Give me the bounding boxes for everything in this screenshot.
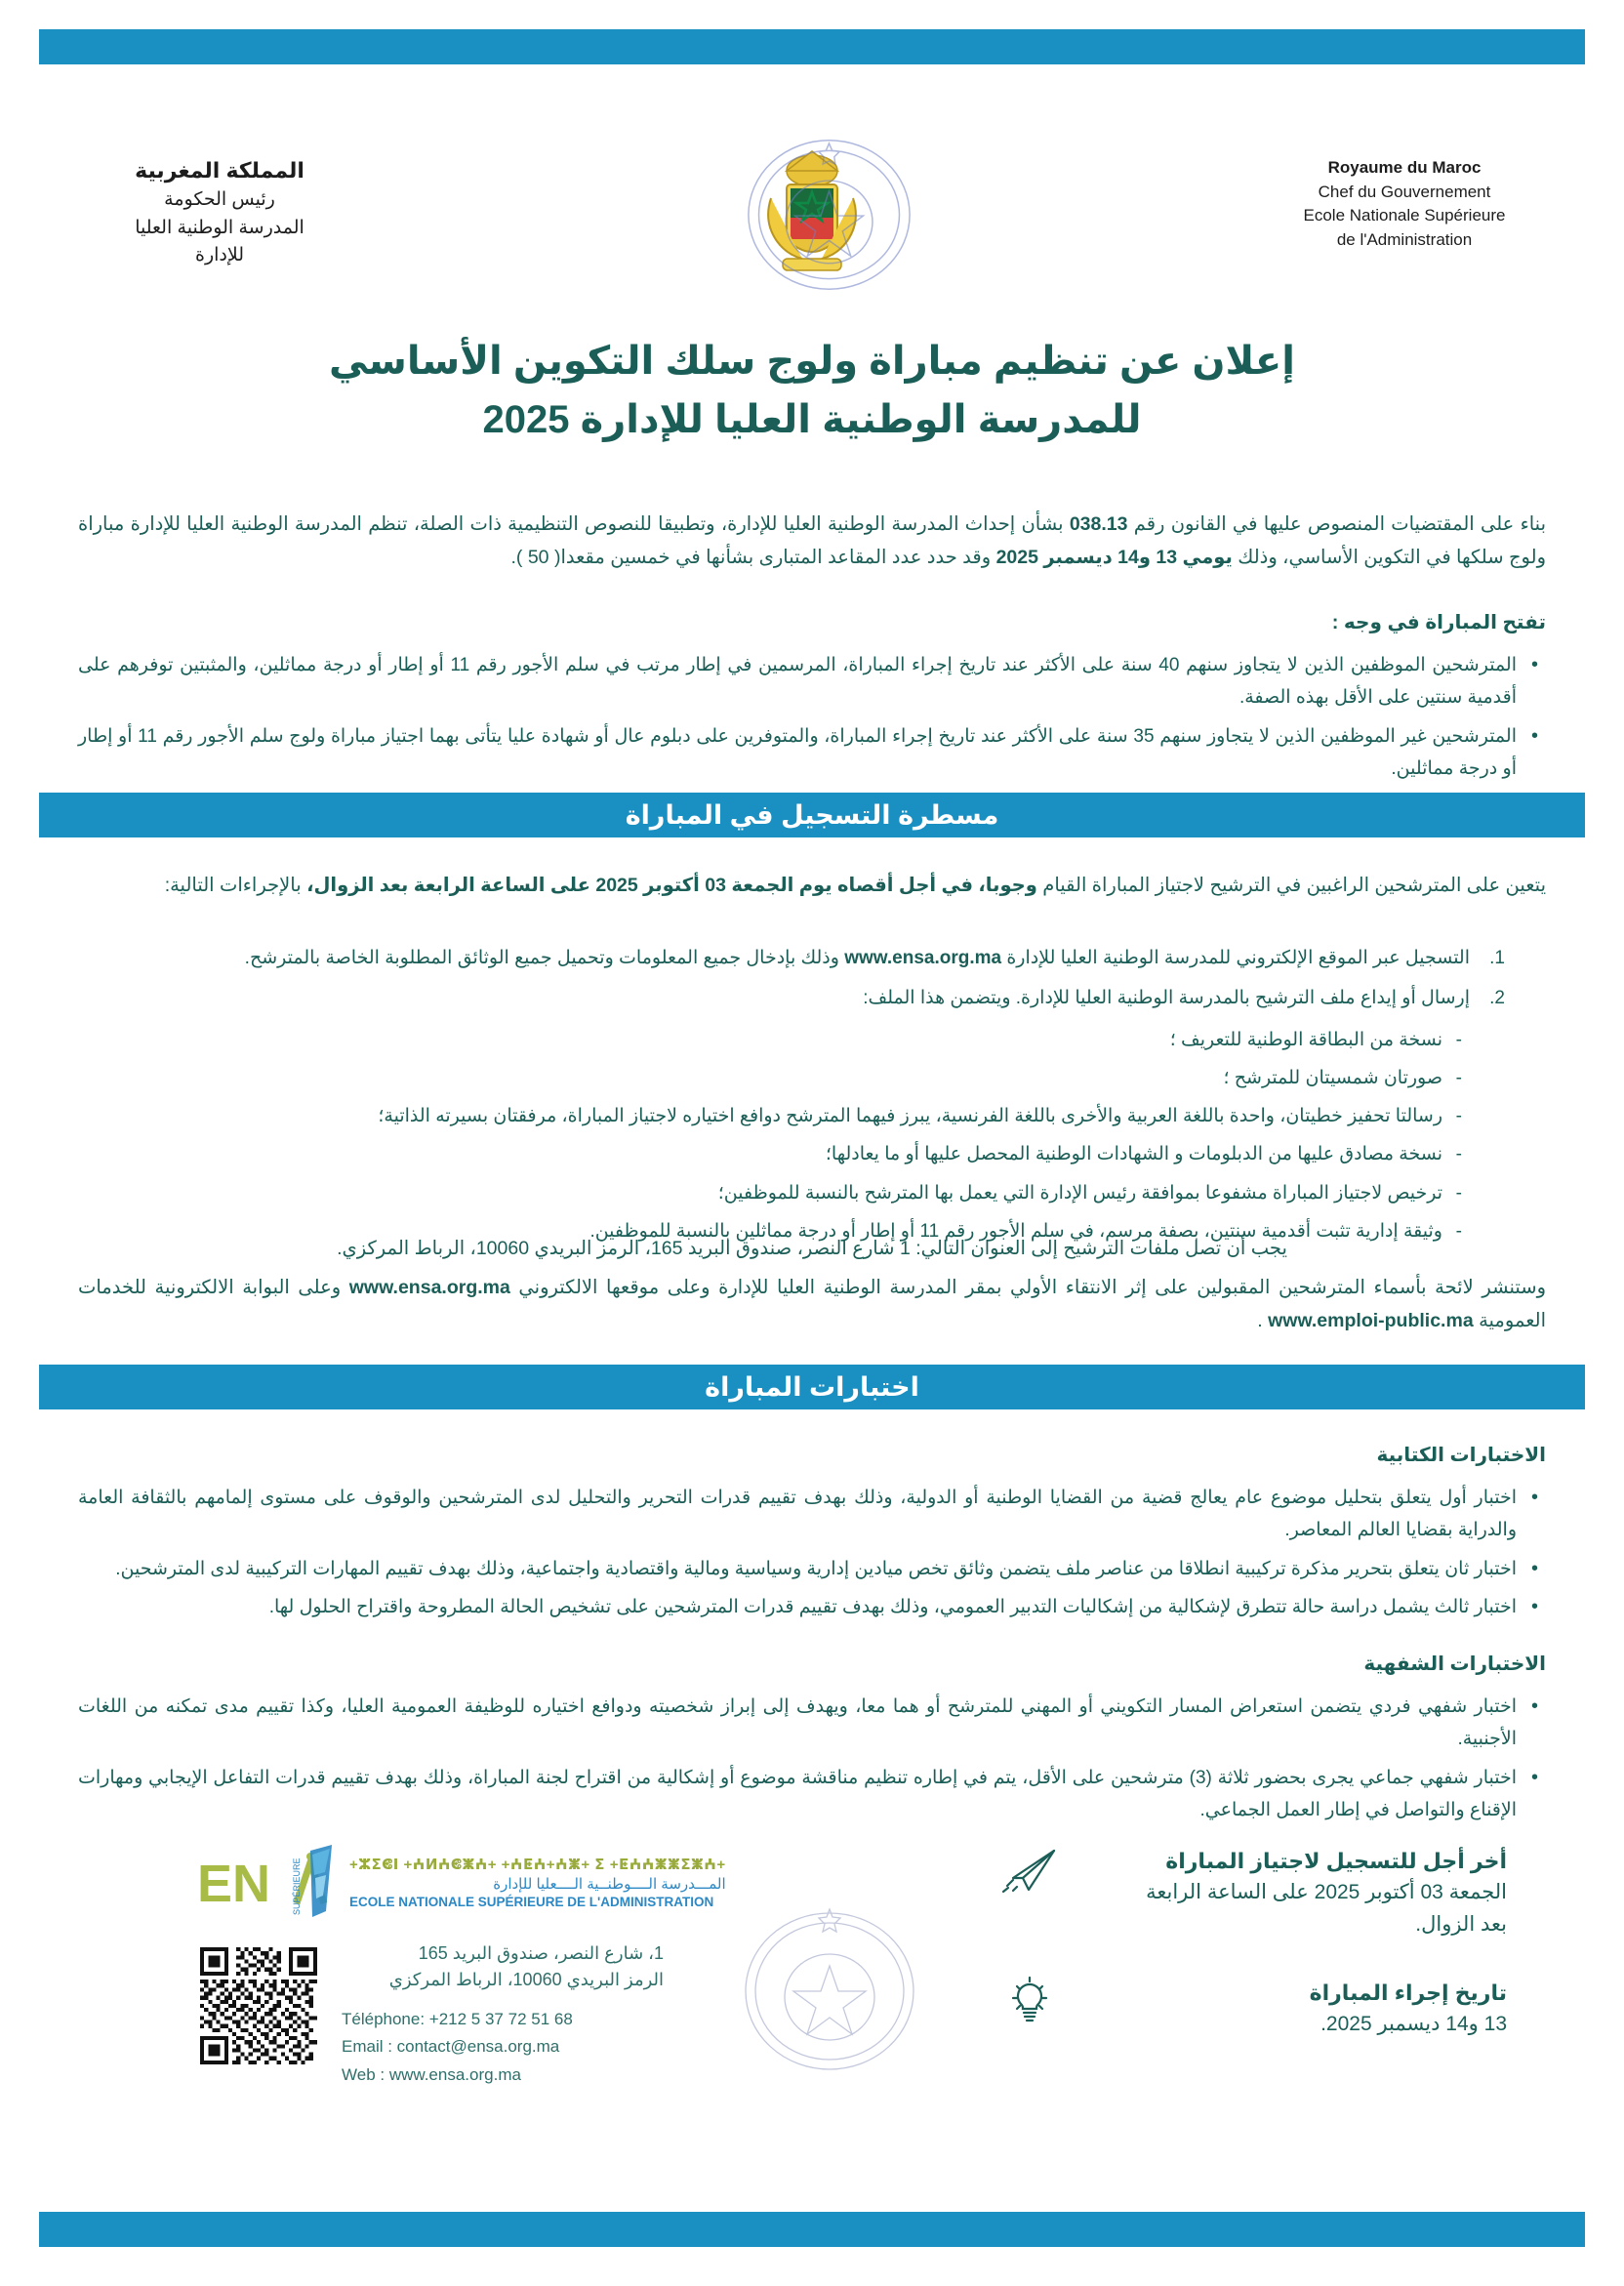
- section-bar-exams-title: اختبارات المباراة: [705, 1371, 919, 1402]
- page-title: [117, 332, 1507, 449]
- oral-exams-heading: الاختبارات الشفهية: [1363, 1653, 1546, 1675]
- list-item: - صورتان شمسيتان للمترشح ؛: [78, 1063, 1470, 1094]
- lightbulb-icon: [999, 1977, 1060, 2027]
- step2-text-a: إرسال أو إيداع ملف الترشيح بالمدرسة الوطنية العليا للإدارة. ويتضمن هذا الملف:: [863, 988, 1470, 1009]
- ena-logo-mark: [195, 1845, 342, 1923]
- registration-intro-b: بالإجراءات التالية:: [164, 875, 307, 896]
- contact-block: [342, 1940, 664, 2088]
- registration-steps-wrap: [78, 942, 1513, 1255]
- list-item: - وثيقة إدارية تثبت أقدمية سنتين، بصفة مرسم، في سلم الأجور رقم 11 أو إطار أو درجة مماثلين بالنسبة للموظفين.: [78, 1216, 1470, 1247]
- ena-logo-arabic: المـــدرسة الــــوطنــية الــــعليا للإدارة: [493, 1875, 726, 1893]
- intro-law-number: 038.13: [1069, 513, 1128, 535]
- eligibility-list-wrap: [78, 649, 1546, 791]
- registration-deadline-bold: وجوبا، في أجل أقصاه يوم الجمعة 03 أكتوبر 2025 على الساعة الرابعة بعد الزوال،: [306, 875, 1037, 896]
- official-stamp: [724, 127, 934, 303]
- deadline-value-line1: الجمعة 03 أكتوبر 2025 على الساعة الرابعة: [1146, 1881, 1507, 1903]
- header-fr-line4: de l'Administration: [1336, 229, 1473, 249]
- written-exams-list: [78, 1482, 1546, 1623]
- header-ar-line3: المدرسة الوطنية العليا: [135, 217, 304, 238]
- header-ar-line4: للإدارة: [195, 245, 244, 265]
- section-bar-exams: [39, 1365, 1585, 1409]
- document-footer: [0, 1835, 1624, 2186]
- deadline-title: أخر أجل للتسجيل لاجتياز المباراة: [1165, 1849, 1507, 1873]
- document-header: [59, 137, 1565, 283]
- contact-web[interactable]: Web : www.ensa.org.ma: [342, 2064, 521, 2084]
- contact-phone: Téléphone: +212 5 37 72 51 68: [342, 2010, 573, 2028]
- header-ar-line1: المملكة المغربية: [135, 158, 304, 183]
- header-arabic-block: [59, 137, 381, 270]
- eligibility-list: [78, 649, 1546, 785]
- written-exams-heading: الاختبارات الكتابية: [1376, 1445, 1546, 1466]
- header-ar-line2: رئيس الحكومة: [164, 189, 275, 210]
- step1-url[interactable]: www.ensa.org.ma: [844, 948, 1002, 968]
- publish-text-a: وستنشر لائحة بأسماء المترشحين المقبولين على إثر الانتقاء الأولي بمقر المدرسة الوطنية العليا للإدارة وعلى موقعها الالكتروني: [509, 1277, 1546, 1298]
- intro-paragraph: [78, 508, 1546, 574]
- step1-text-a: التسجيل عبر الموقع الإلكتروني للمدرسة الوطنية العليا للإدارة: [1001, 948, 1470, 968]
- paper-plane-icon: [999, 1845, 1060, 1896]
- exam-date-text: [1074, 1977, 1507, 2041]
- bottom-blue-band: [39, 2212, 1585, 2247]
- exam-date-block: [999, 1977, 1507, 2041]
- publish-url-ensa[interactable]: www.ensa.org.ma: [348, 1277, 510, 1298]
- list-item: • اختبار ثالث يشمل دراسة حالة تتطرق لإشكالية من إشكاليات التدبير العمومي، وذلك بهدف تقييم قدرات المترشحين على تشخيص الحالة المطروحة واقتراح الحلول لها.: [78, 1591, 1546, 1623]
- list-item: • اختبار ثان يتعلق بتحرير مذكرة تركيبية انطلاقا من عناصر ملف يتضمن وثائق تخص ميادين إدارية وسياسية ومالية واقتصادية واجتماعية، وذلك بهدف تقييم المهارات التركيبية لدى المترشحين.: [78, 1553, 1546, 1585]
- contact-address-line1: 1، شارع النصر، صندوق البريد 165: [418, 1943, 664, 1963]
- header-fr-line2: Chef du Gouvernement: [1318, 182, 1491, 201]
- exam-date-value: 13 و14 ديسمبر 2025.: [1320, 2013, 1507, 2035]
- deadline-row: [999, 1845, 1507, 1940]
- publish-url-emploi[interactable]: www.emploi-public.ma: [1268, 1310, 1474, 1332]
- results-publication-note: [78, 1271, 1546, 1337]
- application-address-note: يجب أن تصل ملفات الترشيح إلى العنوان التالي: 1 شارع النصر، صندوق البريد 165، الرمز البريدي 10060، الرباط المركزي.: [337, 1238, 1287, 1259]
- exam-date-title: تاريخ إجراء المباراة: [1309, 1980, 1507, 2005]
- contact-address-line2: الرمز البريدي 10060، الرباط المركزي: [388, 1970, 664, 1989]
- list-item: - نسخة مصادق عليها من الدبلومات و الشهادات الوطنية المحصل عليها أو ما يعادلها؛: [78, 1139, 1470, 1170]
- crest-area: [607, 137, 1017, 293]
- svg-text:SUPÉRIEURE: SUPÉRIEURE: [292, 1857, 302, 1915]
- registration-intro: [78, 869, 1546, 902]
- ena-logo: [195, 1845, 726, 1923]
- ena-logo-text: [349, 1857, 726, 1911]
- intro-text-a: بناء على المقتضيات المنصوص عليها في القانون رقم: [1127, 513, 1546, 535]
- deadline-text: [1074, 1845, 1507, 1940]
- required-documents-list: [78, 1025, 1470, 1248]
- qr-code[interactable]: [200, 1947, 317, 2064]
- oral-exams-wrap: [78, 1691, 1546, 1832]
- step1-text-b: وذلك بإدخال جميع المعلومات وتحميل جميع الوثائق المطلوبة الخاصة بالمترشح.: [244, 948, 845, 968]
- header-fr-line3: Ecole Nationale Supérieure: [1303, 206, 1506, 225]
- deadline-block: [999, 1845, 1507, 1940]
- list-item: • اختبار أول يتعلق بتحليل موضوع عام يعالج قضية من القضايا الوطنية أو الدولية، وذلك بهدف تقييم قدرات التحرير والتحليل لدى المترشحين والوقوف على مستوى إلمامهم بالثقافة العامة والدراية بقضايا العالم المعاصر.: [78, 1482, 1546, 1547]
- intro-text-c: وقد حدد عدد المقاعد المتبارى بشأنها في خمسين مقعدا( 50 ).: [510, 547, 996, 569]
- section-bar-registration: [39, 793, 1585, 837]
- page-title-line2: للمدرسة الوطنية العليا للإدارة 2025: [482, 398, 1142, 441]
- section-bar-registration-title: مسطرة التسجيل في المباراة: [625, 799, 999, 830]
- list-item: • المترشحين الموظفين الذين لا يتجاوز سنهم 40 سنة على الأكثر عند تاريخ إجراء المباراة، المرسمين في إطار مرتب في سلم الأجور رقم 11 أو إطار أو درجة مماثلين، والمثبتين توفرهم على أقدمية سنتين على الأقل بهذه الصفة.: [78, 649, 1546, 714]
- exam-date-row: [999, 1977, 1507, 2041]
- publish-text-c: .: [1257, 1310, 1269, 1332]
- written-exams-wrap: [78, 1482, 1546, 1629]
- ena-logo-french: ECOLE NATIONALE SUPÉRIEURE DE L'ADMINISTRATION: [349, 1895, 714, 1910]
- intro-exam-dates: يومي 13 و14 ديسمبر 2025: [995, 547, 1233, 569]
- list-item: - نسخة من البطاقة الوطنية للتعريف ؛: [78, 1025, 1470, 1056]
- registration-intro-a: يتعين على المترشحين الراغبين في الترشيح لاجتياز المباراة القيام: [1036, 875, 1546, 896]
- list-item: • المترشحين غير الموظفين الذين لا يتجاوز سنهم 35 سنة على الأكثر عند تاريخ إجراء المباراة، والمتوفرين على دبلوم عال أو شهادة عليا يتأتى بهما اجتياز مباراة ولوج سلم الأجور رقم 11 أو إطار أو درجة مماثلين.: [78, 720, 1546, 786]
- list-item: - رسالتا تحفيز خطيتان، واحدة باللغة العربية والأخرى باللغة الفرنسية، يبرز فيهما المترشح دوافع اختياره لاجتياز المباراة، مرفقتان بسيرته الذاتية؛: [78, 1101, 1470, 1132]
- list-item: • اختبار شفهي فردي يتضمن استعراض المسار التكويني أو المهني للمترشح أو هما معا، ويهدف إلى إبراز شخصيته ودوافع اختياره للوظيفة العمومية العليا، وكذا تقييم مدى تمكنه من اللغات الأجنبية.: [78, 1691, 1546, 1756]
- svg-text:EN: EN: [197, 1855, 271, 1913]
- header-fr-line1: Royaume du Maroc: [1327, 158, 1482, 177]
- official-seal: [722, 1894, 937, 2079]
- header-french-block: [1243, 137, 1565, 253]
- top-blue-band: [39, 29, 1585, 64]
- list-item: - ترخيص لاجتياز المباراة مشفوعا بموافقة رئيس الإدارة التي يعمل بها المترشح بالنسبة للموظفين؛: [78, 1178, 1470, 1209]
- oral-exams-list: [78, 1691, 1546, 1826]
- eligibility-heading: تفتح المباراة في وجه :: [1331, 612, 1546, 633]
- list-item: [78, 942, 1513, 974]
- list-item: [78, 982, 1513, 1247]
- registration-steps: [78, 942, 1513, 1247]
- contact-email[interactable]: Email : contact@ensa.org.ma: [342, 2037, 560, 2057]
- ena-logo-tifinagh: +ⵣⵉⵞⵏ +ⵄⵍⵄⵞⵥⵄ+ +ⵄⵟⵄ+ⵄⵥ+ ⵉ +ⵟⵄⵄⵥⵥⵉⵥⵄ+: [349, 1857, 726, 1874]
- ena-monogram-icon: [195, 1845, 342, 1925]
- publish-text-b: وعلى البوابة الالكترونية للخدمات العمومية: [78, 1277, 1546, 1332]
- list-item: • اختبار شفهي جماعي يجرى بحضور ثلاثة (3) مترشحين على الأقل، يتم في إطاره تنظيم مناقشة موضوع أو إشكالية من اقتراح لجنة المباراة، وذلك بهدف تقييم قدرات التفاعل الإيجابي ومهارات الإقناع والتواصل في إطار العمل الجماعي.: [78, 1762, 1546, 1827]
- intro-text-b: بشأن إحداث المدرسة الوطنية العليا للإدارة، وتطبيقا للنصوص التنظيمية ذات الصلة، تنظم المدرسة الوطنية العليا للإدارة مباراة ولوج سلكها في التكوين الأساسي، وذلك: [78, 513, 1546, 569]
- deadline-value-line2: بعد الزوال.: [1415, 1912, 1507, 1936]
- page-title-line1: إعلان عن تنظيم مباراة ولوج سلك التكوين الأساسي: [329, 340, 1295, 383]
